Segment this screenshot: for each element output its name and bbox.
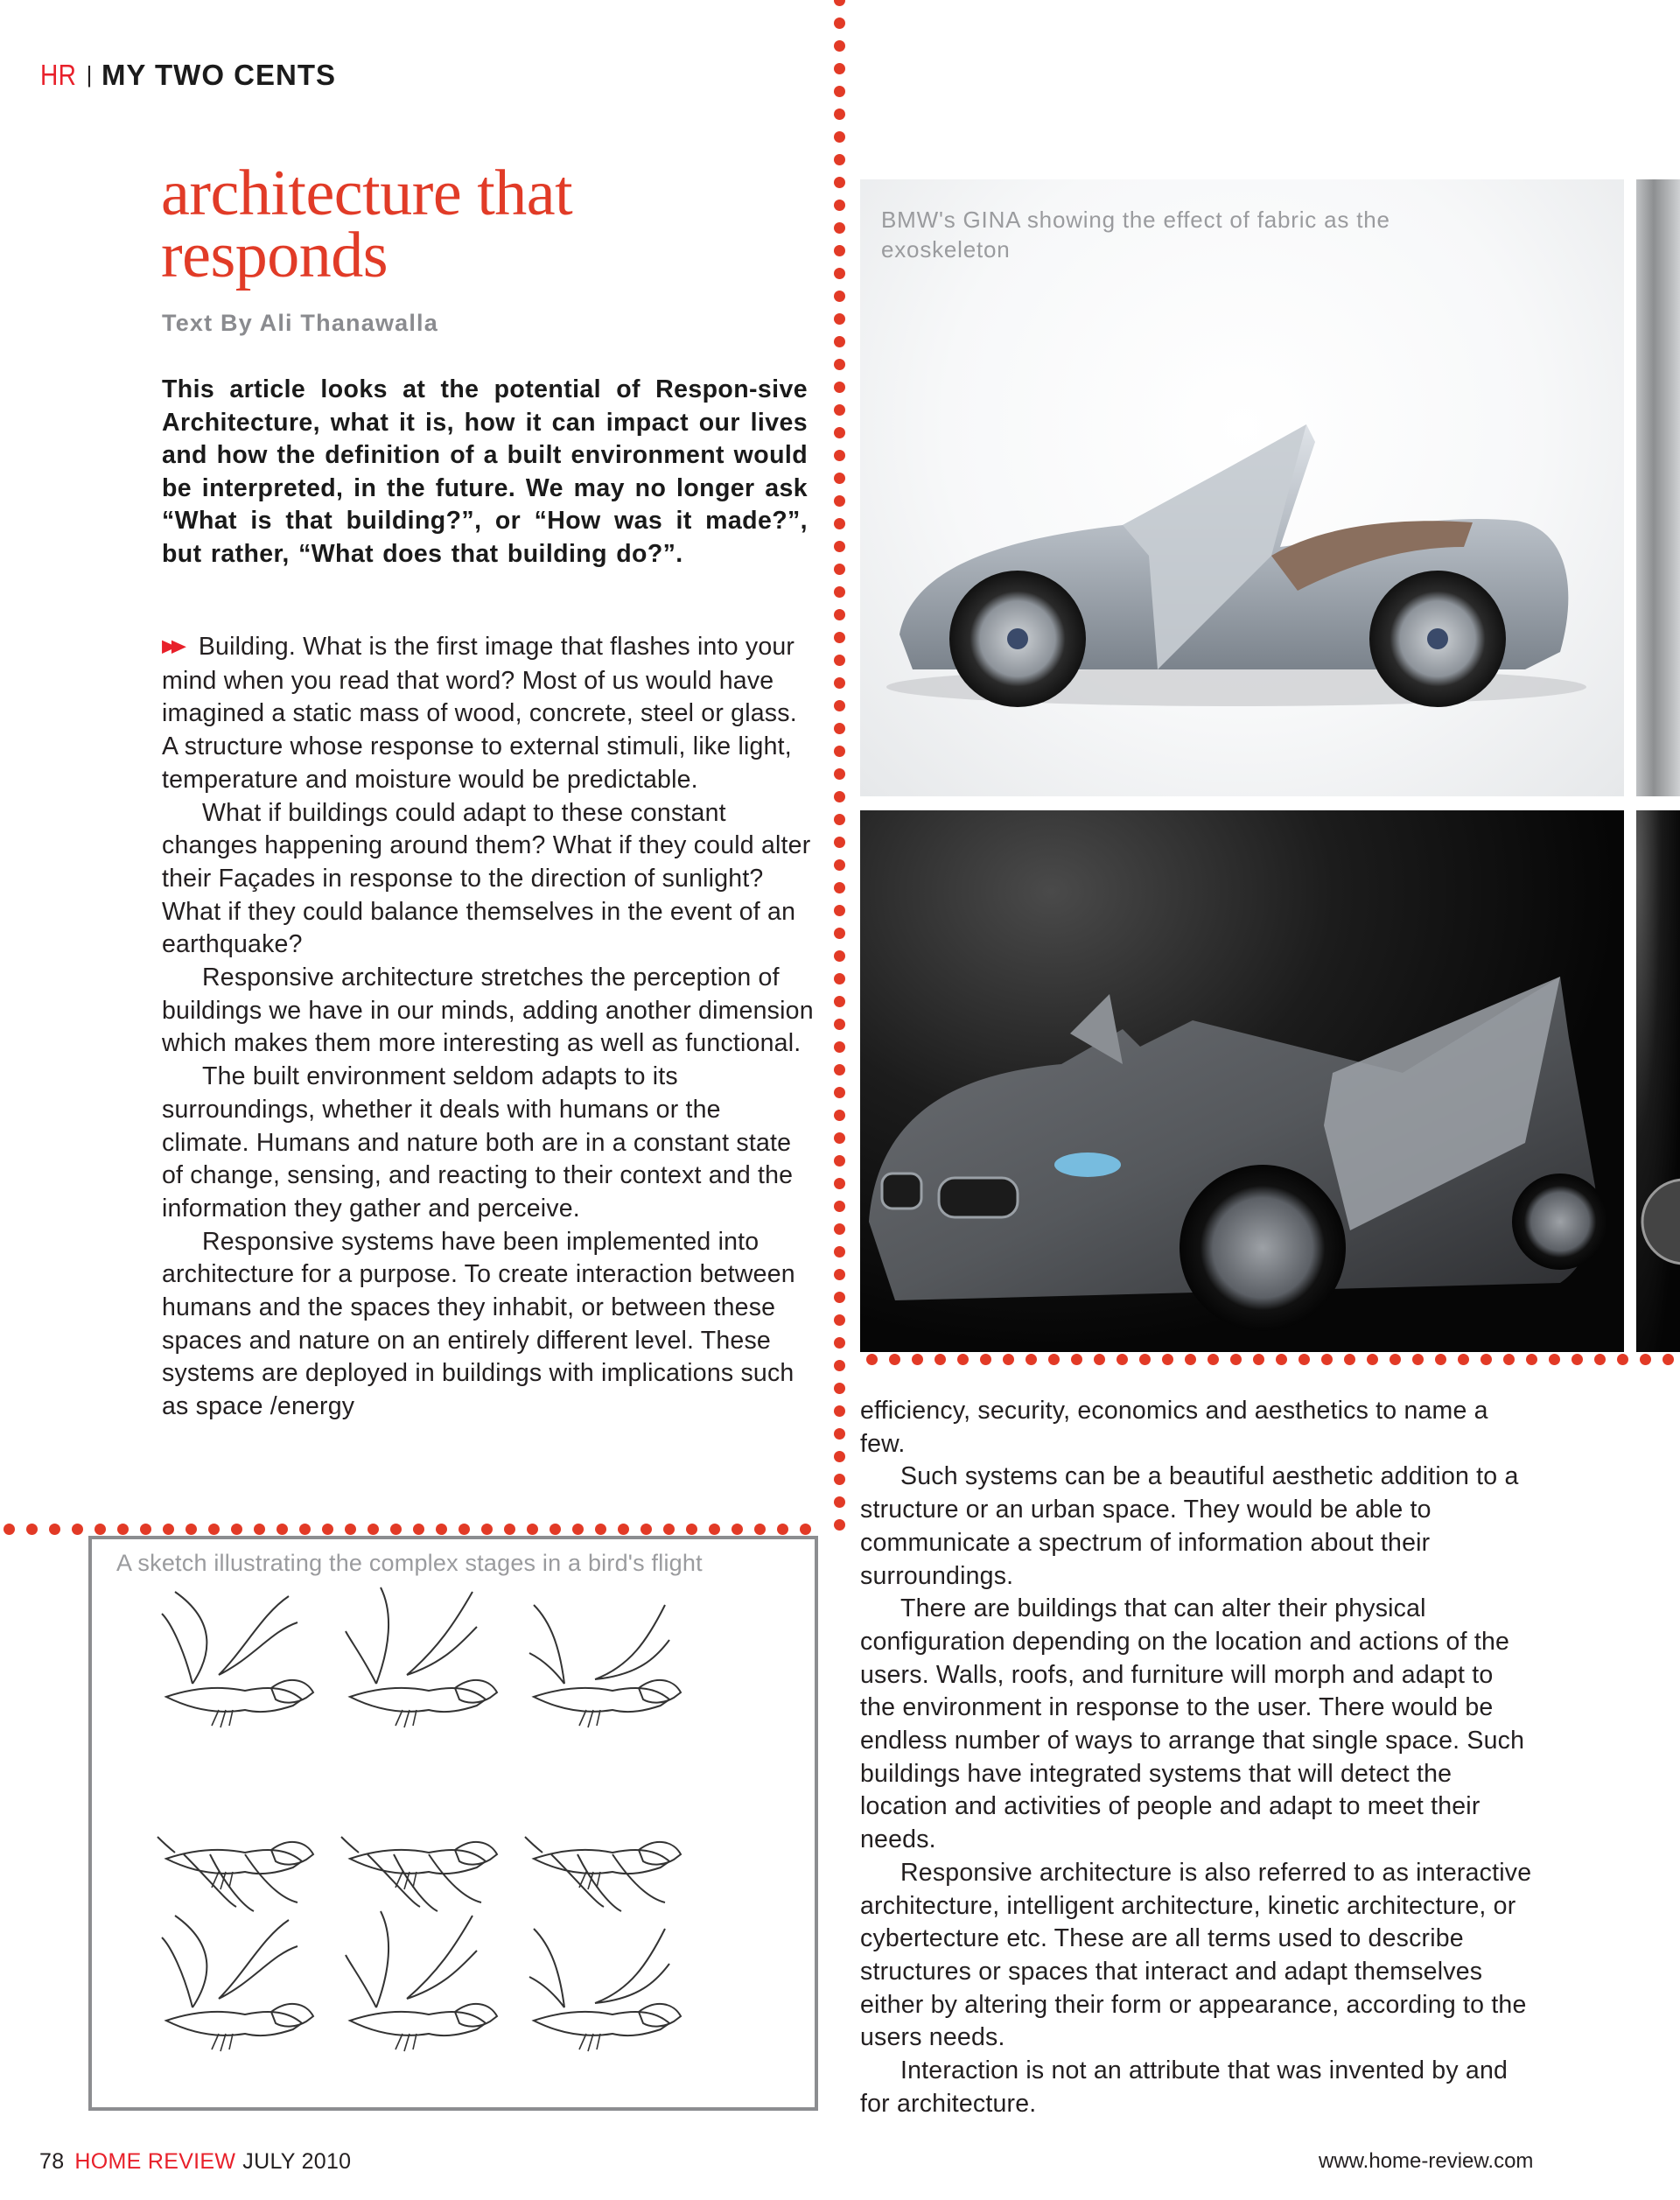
website-url[interactable]: www.home-review.com xyxy=(1319,2149,1534,2173)
bird-sketch-frame xyxy=(525,1837,681,1911)
divider-dot xyxy=(436,1524,447,1535)
bird-sketch-frame xyxy=(346,1587,497,1727)
divider-dot xyxy=(1344,1354,1355,1365)
divider-dot xyxy=(834,882,845,893)
divider-dot xyxy=(834,859,845,871)
divider-dot xyxy=(957,1354,969,1365)
divider-dot xyxy=(322,1524,333,1535)
divider-dot xyxy=(834,222,845,234)
divider-dot xyxy=(572,1524,584,1535)
issue-date: JULY 2010 xyxy=(242,2149,352,2174)
footer-left xyxy=(39,2149,351,2175)
divider-dot xyxy=(834,359,845,370)
divider-dot xyxy=(834,382,845,393)
divider-dot xyxy=(834,495,845,507)
divider-dot xyxy=(834,586,845,598)
paragraph: There are buildings that can alter their physical configuration depending on the location and actions of the users. Walls, roofs, and furniture will morph and adapt to the environment in response to the user. There would be endless number of ways to arrange that single space. Such buildings have integrated systems that will detect the location and activities of people and adapt to meet their needs. xyxy=(860,1594,1525,1854)
divider-dot xyxy=(834,1223,845,1235)
divider-dot xyxy=(732,1524,743,1535)
divider-dot xyxy=(1208,1354,1219,1365)
divider-dot xyxy=(640,1524,652,1535)
double-triangle-bullet-icon: ▶▶ xyxy=(162,635,181,655)
divider-dot xyxy=(254,1524,265,1535)
divider-dot xyxy=(834,109,845,120)
divider-dot xyxy=(208,1524,220,1535)
divider-dot xyxy=(834,177,845,188)
divider-dot xyxy=(1321,1354,1333,1365)
photo-sliver-right-dark xyxy=(1636,810,1680,1352)
divider-dot xyxy=(186,1524,197,1535)
divider-dot xyxy=(834,154,845,165)
divider-dot xyxy=(834,131,845,143)
bird-sketch-frame xyxy=(341,1837,497,1911)
divider-dot xyxy=(1003,1354,1014,1365)
divider-dot xyxy=(834,18,845,29)
page-number: 78 xyxy=(39,2149,65,2174)
divider-dot xyxy=(1572,1354,1583,1365)
divider-dot xyxy=(834,905,845,916)
divider-dot xyxy=(1230,1354,1242,1365)
divider-dot xyxy=(140,1524,151,1535)
divider-dot xyxy=(26,1524,38,1535)
divider-dot xyxy=(834,1428,845,1440)
divider-dot xyxy=(834,1110,845,1121)
divider-dot xyxy=(276,1524,288,1535)
divider-dot xyxy=(834,1064,845,1075)
left-column xyxy=(162,631,814,1424)
divider-dot xyxy=(1048,1354,1060,1365)
photo-sliver-right xyxy=(1636,179,1680,796)
divider-dot xyxy=(1549,1354,1560,1365)
divider-dot xyxy=(1162,1354,1173,1365)
divider-dot xyxy=(834,518,845,529)
divider-dot xyxy=(834,655,845,666)
divider-dot xyxy=(834,837,845,848)
car-photo-caption: BMW's GINA showing the effect of fabric as the exoskeleton xyxy=(881,207,1390,263)
divider-dot xyxy=(1458,1354,1469,1365)
divider-dot xyxy=(834,1269,845,1280)
car-wheel-partial-icon xyxy=(1636,810,1680,1352)
divider-dot xyxy=(980,1354,991,1365)
divider-dot xyxy=(1594,1354,1606,1365)
divider-dot xyxy=(1253,1354,1264,1365)
divider-dot xyxy=(834,245,845,256)
divider-dot xyxy=(458,1524,470,1535)
bird-sketch-frame xyxy=(162,1592,313,1727)
divider-dot xyxy=(934,1354,946,1365)
divider-dot xyxy=(231,1524,242,1535)
divider-dot xyxy=(834,313,845,325)
divider-dot xyxy=(709,1524,720,1535)
divider-dot xyxy=(800,1524,811,1535)
divider-dot xyxy=(834,1246,845,1258)
paragraph: Such systems can be a beautiful aesthetic addition to a structure or an urban space. They would be able to communicate a spectrum of information about their surroundings. xyxy=(860,1462,1519,1590)
divider-dot xyxy=(1139,1354,1151,1365)
bird-sketch-frame xyxy=(158,1837,313,1911)
divider-dot xyxy=(1298,1354,1310,1365)
divider-dot xyxy=(163,1524,174,1535)
divider-dot xyxy=(72,1524,83,1535)
title-line-1: architecture that xyxy=(161,158,573,229)
bird-sketch-frame xyxy=(346,1911,497,2051)
divider-dot xyxy=(834,336,845,347)
dark-car-illustration xyxy=(860,810,1624,1352)
divider-dot xyxy=(1026,1354,1037,1365)
car-photo-front-view xyxy=(860,810,1624,1352)
bird-sketch-frame xyxy=(162,1916,313,2051)
divider-dot xyxy=(117,1524,129,1535)
bird-sketch-frame xyxy=(529,1605,681,1727)
title-line-2: responds xyxy=(161,220,388,291)
divider-dot xyxy=(834,768,845,780)
divider-dot xyxy=(834,450,845,461)
divider-dot xyxy=(834,700,845,711)
divider-dot xyxy=(834,200,845,211)
divider-dot xyxy=(1071,1354,1082,1365)
divider-dot xyxy=(299,1524,311,1535)
divider-dot xyxy=(834,723,845,734)
divider-dot xyxy=(834,1360,845,1371)
divider-dot xyxy=(912,1354,923,1365)
bird-flight-sketch-figure xyxy=(88,1536,818,2111)
divider-dot xyxy=(834,0,845,6)
divider-dot xyxy=(1526,1354,1537,1365)
divider-dot xyxy=(618,1524,629,1535)
paragraph: Responsive architecture is also referred to as interactive architecture, intelligent architecture, kinetic architecture, or cybertecture etc. These are all terms used to describe structures or spaces that interact and adapt themselves either by altering their form or appearance, according to the users needs. xyxy=(860,1858,1532,2052)
paragraph: Responsive systems have been implemented into architecture for a purpose. To create interaction between humans and the spaces they inhabit, or between these spaces and nature on an entirely different level. These systems are deployed in buildings with implications such as space /energy xyxy=(162,1227,795,1421)
paragraph: What if buildings could adapt to these constant changes happening around them? What if they could alter their Façades in response to the direction of sunlight? What if they could balance themselves in the event of an earthquake? xyxy=(162,798,811,959)
divider-dot xyxy=(504,1524,515,1535)
divider-dot xyxy=(595,1524,606,1535)
divider-dot xyxy=(1503,1354,1515,1365)
divider-dot xyxy=(834,63,845,74)
divider-dot xyxy=(834,86,845,97)
divider-dot xyxy=(834,973,845,984)
divider-dot xyxy=(834,1178,845,1189)
silver-car-illustration xyxy=(860,179,1624,796)
divider-dot xyxy=(834,814,845,825)
divider-dot xyxy=(834,1292,845,1303)
divider-dot xyxy=(834,1201,845,1212)
divider-dot xyxy=(834,1451,845,1462)
divider-dot xyxy=(345,1524,356,1535)
sketch-caption: A sketch illustrating the complex stages in a bird's flight xyxy=(116,1550,703,1576)
divider-dot xyxy=(1390,1354,1401,1365)
divider-dot xyxy=(834,1155,845,1167)
paragraph: efficiency, security, economics and aesthetics to name a few. xyxy=(860,1397,1488,1458)
divider-dot xyxy=(834,1087,845,1098)
divider-dot xyxy=(49,1524,60,1535)
divider-dot xyxy=(834,473,845,484)
divider-dot xyxy=(834,268,845,279)
divider-dot xyxy=(390,1524,402,1535)
divider-dot xyxy=(663,1524,675,1535)
divider-dot xyxy=(368,1524,379,1535)
section-code: HR xyxy=(40,59,77,91)
divider-dot xyxy=(1640,1354,1651,1365)
divider-dot xyxy=(1435,1354,1446,1365)
divider-dot xyxy=(834,996,845,1007)
divider-dot xyxy=(1617,1354,1628,1365)
article-title xyxy=(161,158,791,291)
divider-dot xyxy=(686,1524,697,1535)
divider-dot xyxy=(834,1337,845,1349)
right-column xyxy=(860,1395,1534,2120)
divider-dot xyxy=(834,564,845,575)
divider-dot xyxy=(834,427,845,438)
byline: Text By Ali Thanawalla xyxy=(162,310,438,336)
divider-dot xyxy=(834,609,845,620)
divider-dot xyxy=(834,1474,845,1485)
bird-sketch-grid xyxy=(92,1583,815,2104)
divider-dot xyxy=(550,1524,561,1535)
intro-paragraph: This article looks at the potential of Respon-sive Architecture, what it is, how it can impact our lives and how the definition of a built environment would be interpreted, in the future. We may no longer ask “What is that building?”, or “How was it made?”, but rather, “What does that building do?”. xyxy=(162,375,808,568)
divider-dot xyxy=(834,1383,845,1394)
divider-dot xyxy=(834,1496,845,1508)
divider-dot xyxy=(481,1524,493,1535)
divider-dot xyxy=(1662,1354,1674,1365)
divider-dot xyxy=(527,1524,538,1535)
divider-dot xyxy=(1094,1354,1105,1365)
divider-dot xyxy=(834,950,845,962)
divider-dot xyxy=(834,1019,845,1030)
divider-dot xyxy=(1116,1354,1128,1365)
divider-dot xyxy=(1480,1354,1492,1365)
paragraph: ▶▶ Building. What is the first image that flashes into your mind when you read that word? Most of us would have imagined a static mass of wood, concrete, steel or glass. A structure whose response to external stimuli, like light, temperature and moisture would be predictable. xyxy=(162,631,814,797)
divider-dot xyxy=(834,928,845,939)
divider-dot xyxy=(834,1519,845,1531)
divider-dot xyxy=(754,1524,766,1535)
divider-dot xyxy=(834,1314,845,1326)
car-photo-side-view xyxy=(860,179,1624,796)
header-separator: | xyxy=(86,61,93,88)
section-name: MY TWO CENTS xyxy=(101,59,336,91)
divider-dot xyxy=(834,1405,845,1417)
divider-dot xyxy=(834,677,845,689)
divider-dot xyxy=(1276,1354,1287,1365)
bird-sketch-frame xyxy=(529,1929,681,2051)
divider-dot xyxy=(1367,1354,1378,1365)
divider-dot xyxy=(834,1041,845,1053)
divider-dot xyxy=(777,1524,788,1535)
divider-dot xyxy=(889,1354,900,1365)
divider-dot xyxy=(834,541,845,552)
divider-dot xyxy=(866,1354,878,1365)
divider-dot xyxy=(1412,1354,1424,1365)
divider-dot xyxy=(834,746,845,757)
divider-dot xyxy=(834,291,845,302)
divider-dot xyxy=(413,1524,424,1535)
divider-dot xyxy=(4,1524,15,1535)
divider-dot xyxy=(834,791,845,802)
paragraph: Interaction is not an attribute that was invented by and for architecture. xyxy=(860,2056,1508,2118)
paragraph: Responsive architecture stretches the perception of buildings we have in our minds, adding another dimension which makes them more interesting as well as functional. xyxy=(162,963,814,1058)
section-header xyxy=(40,58,336,95)
divider-dot xyxy=(834,404,845,416)
paragraph: The built environment seldom adapts to its surroundings, whether it deals with humans or the climate. Humans and nature both are in a constant state of change, sensing, and reacting to their context and the information they gather and perceive. xyxy=(162,1062,794,1223)
magazine-name: HOME REVIEW xyxy=(74,2149,236,2174)
divider-dot xyxy=(1185,1354,1196,1365)
divider-dot xyxy=(834,40,845,52)
divider-dot xyxy=(94,1524,106,1535)
divider-dot xyxy=(834,632,845,643)
divider-dot xyxy=(834,1132,845,1144)
